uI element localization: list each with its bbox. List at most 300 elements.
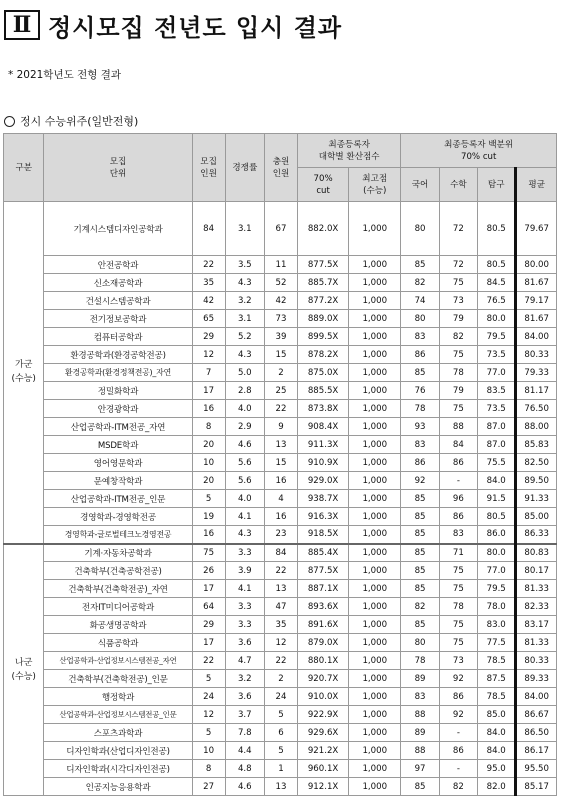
cell-dept: 환경공학과(환경정책전공)_자연 xyxy=(44,364,192,382)
results-table xyxy=(3,133,557,796)
cell-kor: 80 xyxy=(401,634,439,652)
cell-conv-max: 1,000 xyxy=(349,310,401,328)
cell-quota: 35 xyxy=(192,274,225,292)
cell-conv-max: 1,000 xyxy=(349,724,401,742)
page-title xyxy=(4,7,342,43)
cell-dept: 건설시스템공학과 xyxy=(44,292,192,310)
cell-avg: 80.00 xyxy=(516,256,557,274)
table-row xyxy=(4,544,557,562)
cell-ratio: 2.9 xyxy=(225,418,264,436)
group-label: 나군 (수능) xyxy=(4,544,44,796)
cell-dept: 건축학부(건축공학전공) xyxy=(44,562,192,580)
cell-math: 96 xyxy=(439,490,477,508)
cell-filled: 73 xyxy=(265,310,298,328)
table-row xyxy=(4,436,557,454)
cell-inq: 77.0 xyxy=(478,562,516,580)
cell-ratio: 4.3 xyxy=(225,526,264,544)
header-quota xyxy=(192,134,225,202)
cell-math: 92 xyxy=(439,706,477,724)
cell-inq: 80.5 xyxy=(478,256,516,274)
cell-filled: 16 xyxy=(265,472,298,490)
header-math: 수학 xyxy=(439,168,477,202)
cell-ratio: 5.0 xyxy=(225,364,264,382)
cell-filled: 67 xyxy=(265,202,298,256)
cell-dept: 디자인학과(산업디자인전공) xyxy=(44,742,192,760)
cell-ratio: 3.3 xyxy=(225,598,264,616)
cell-inq: 80.0 xyxy=(478,310,516,328)
cell-inq: 80.0 xyxy=(478,544,516,562)
header-conv-max-text: 최고점 (수능) xyxy=(362,173,388,196)
cell-dept: 기계시스템디자인공학과 xyxy=(44,202,192,256)
cell-dept: 건축학부(건축학전공)_인문 xyxy=(44,670,192,688)
table-row xyxy=(4,310,557,328)
cell-kor: 85 xyxy=(401,526,439,544)
cell-quota: 20 xyxy=(192,436,225,454)
cell-conv-max: 1,000 xyxy=(349,436,401,454)
table-row xyxy=(4,526,557,544)
cell-math: 75 xyxy=(439,274,477,292)
cell-filled: 6 xyxy=(265,724,298,742)
cell-inq: 78.5 xyxy=(478,652,516,670)
table-body xyxy=(4,202,557,796)
cell-filled: 84 xyxy=(265,544,298,562)
cell-conv-max: 1,000 xyxy=(349,544,401,562)
cell-avg: 81.33 xyxy=(516,634,557,652)
cell-conv-70: 911.3X xyxy=(298,436,349,454)
cell-math: 75 xyxy=(439,580,477,598)
header-kor: 국어 xyxy=(401,168,439,202)
cell-quota: 10 xyxy=(192,742,225,760)
cell-inq: 78.5 xyxy=(478,688,516,706)
cell-avg: 80.33 xyxy=(516,652,557,670)
table-row xyxy=(4,634,557,652)
cell-dept: 화공생명공학과 xyxy=(44,616,192,634)
cell-inq: 84.0 xyxy=(478,724,516,742)
section-heading-text: 정시 수능위주(일반전형) xyxy=(20,115,139,128)
cell-quota: 12 xyxy=(192,706,225,724)
cell-avg: 84.00 xyxy=(516,328,557,346)
cell-conv-max: 1,000 xyxy=(349,706,401,724)
cell-quota: 19 xyxy=(192,508,225,526)
cell-conv-70: 893.6X xyxy=(298,598,349,616)
cell-ratio: 4.3 xyxy=(225,346,264,364)
cell-dept: 정밀화학과 xyxy=(44,382,192,400)
cell-kor: 97 xyxy=(401,760,439,778)
circle-bullet-icon xyxy=(4,116,15,127)
cell-math: 92 xyxy=(439,670,477,688)
cell-dept: 컴퓨터공학과 xyxy=(44,328,192,346)
cell-avg: 81.67 xyxy=(516,310,557,328)
cell-kor: 85 xyxy=(401,544,439,562)
cell-avg: 81.17 xyxy=(516,382,557,400)
cell-kor: 85 xyxy=(401,778,439,796)
cell-math: 73 xyxy=(439,292,477,310)
header-conv-max xyxy=(349,168,401,202)
cell-ratio: 5.6 xyxy=(225,454,264,472)
cell-kor: 80 xyxy=(401,310,439,328)
cell-quota: 8 xyxy=(192,418,225,436)
cell-avg: 95.50 xyxy=(516,760,557,778)
cell-avg: 79.17 xyxy=(516,292,557,310)
cell-inq: 86.0 xyxy=(478,526,516,544)
cell-filled: 47 xyxy=(265,598,298,616)
table-row xyxy=(4,202,557,256)
cell-math: 72 xyxy=(439,256,477,274)
cell-math: - xyxy=(439,472,477,490)
cell-filled: 13 xyxy=(265,436,298,454)
cell-inq: 77.5 xyxy=(478,634,516,652)
header-pct-group xyxy=(401,134,557,168)
cell-avg: 86.33 xyxy=(516,526,557,544)
cell-ratio: 3.6 xyxy=(225,688,264,706)
cell-filled: 12 xyxy=(265,634,298,652)
cell-ratio: 3.2 xyxy=(225,670,264,688)
subtitle: * 2021학년도 전형 결과 xyxy=(8,69,121,81)
cell-kor: 93 xyxy=(401,418,439,436)
cell-math: 86 xyxy=(439,742,477,760)
cell-dept: 산업공학과-산업정보시스템전공_자연 xyxy=(44,652,192,670)
cell-filled: 25 xyxy=(265,382,298,400)
cell-quota: 5 xyxy=(192,490,225,508)
cell-ratio: 2.8 xyxy=(225,382,264,400)
cell-conv-max: 1,000 xyxy=(349,454,401,472)
cell-ratio: 3.1 xyxy=(225,202,264,256)
header-conv-70-text: 70% cut xyxy=(313,173,333,196)
cell-conv-max: 1,000 xyxy=(349,688,401,706)
cell-filled: 9 xyxy=(265,418,298,436)
cell-quota: 5 xyxy=(192,724,225,742)
cell-quota: 7 xyxy=(192,364,225,382)
cell-quota: 29 xyxy=(192,328,225,346)
cell-avg: 81.67 xyxy=(516,274,557,292)
cell-conv-70: 885.4X xyxy=(298,544,349,562)
cell-conv-70: 921.2X xyxy=(298,742,349,760)
cell-ratio: 4.8 xyxy=(225,760,264,778)
cell-quota: 17 xyxy=(192,634,225,652)
cell-quota: 27 xyxy=(192,778,225,796)
cell-inq: 91.5 xyxy=(478,490,516,508)
cell-avg: 80.33 xyxy=(516,346,557,364)
cell-conv-70: 885.7X xyxy=(298,274,349,292)
cell-inq: 80.5 xyxy=(478,202,516,256)
cell-conv-max: 1,000 xyxy=(349,292,401,310)
cell-inq: 79.5 xyxy=(478,328,516,346)
cell-kor: 89 xyxy=(401,724,439,742)
cell-filled: 39 xyxy=(265,328,298,346)
cell-kor: 88 xyxy=(401,742,439,760)
cell-dept: 경영학과-경영학전공 xyxy=(44,508,192,526)
cell-ratio: 4.0 xyxy=(225,400,264,418)
table-row xyxy=(4,256,557,274)
cell-conv-max: 1,000 xyxy=(349,562,401,580)
cell-inq: 76.5 xyxy=(478,292,516,310)
cell-ratio: 3.3 xyxy=(225,544,264,562)
cell-conv-max: 1,000 xyxy=(349,634,401,652)
cell-inq: 80.5 xyxy=(478,508,516,526)
table-row xyxy=(4,760,557,778)
cell-conv-max: 1,000 xyxy=(349,616,401,634)
cell-conv-70: 877.5X xyxy=(298,256,349,274)
cell-filled: 13 xyxy=(265,580,298,598)
cell-conv-max: 1,000 xyxy=(349,742,401,760)
cell-dept: 환경공학과(환경공학전공) xyxy=(44,346,192,364)
cell-conv-70: 916.3X xyxy=(298,508,349,526)
cell-filled: 5 xyxy=(265,706,298,724)
cell-ratio: 4.4 xyxy=(225,742,264,760)
cell-conv-max: 1,000 xyxy=(349,202,401,256)
cell-dept: 경영학과-글로벌테크노경영전공 xyxy=(44,526,192,544)
table-row xyxy=(4,274,557,292)
table-row xyxy=(4,346,557,364)
cell-dept: 영어영문학과 xyxy=(44,454,192,472)
cell-math: 86 xyxy=(439,688,477,706)
cell-kor: 85 xyxy=(401,562,439,580)
cell-filled: 15 xyxy=(265,346,298,364)
cell-conv-max: 1,000 xyxy=(349,580,401,598)
cell-inq: 73.5 xyxy=(478,346,516,364)
cell-avg: 89.50 xyxy=(516,472,557,490)
table-row xyxy=(4,562,557,580)
cell-ratio: 4.1 xyxy=(225,508,264,526)
page-title-text: 정시모집 전년도 입시 결과 xyxy=(48,13,343,42)
cell-kor: 82 xyxy=(401,274,439,292)
cell-conv-70: 879.0X xyxy=(298,634,349,652)
cell-math: 75 xyxy=(439,346,477,364)
header-inq: 탐구 xyxy=(478,168,516,202)
header-ratio: 경쟁률 xyxy=(225,134,264,202)
cell-quota: 64 xyxy=(192,598,225,616)
cell-conv-max: 1,000 xyxy=(349,526,401,544)
cell-ratio: 4.6 xyxy=(225,436,264,454)
cell-math: 88 xyxy=(439,418,477,436)
cell-dept: 안경광학과 xyxy=(44,400,192,418)
header-conv-group xyxy=(298,134,401,168)
cell-avg: 84.00 xyxy=(516,688,557,706)
table-row xyxy=(4,706,557,724)
cell-filled: 2 xyxy=(265,364,298,382)
table-row xyxy=(4,580,557,598)
cell-filled: 11 xyxy=(265,256,298,274)
cell-math: 78 xyxy=(439,598,477,616)
cell-conv-max: 1,000 xyxy=(349,418,401,436)
cell-avg: 86.17 xyxy=(516,742,557,760)
cell-filled: 22 xyxy=(265,400,298,418)
cell-kor: 85 xyxy=(401,364,439,382)
cell-kor: 80 xyxy=(401,202,439,256)
cell-quota: 29 xyxy=(192,616,225,634)
cell-quota: 24 xyxy=(192,688,225,706)
cell-ratio: 5.6 xyxy=(225,472,264,490)
cell-inq: 83.0 xyxy=(478,616,516,634)
table-row xyxy=(4,364,557,382)
group-label: 가군 (수능) xyxy=(4,202,44,544)
cell-quota: 12 xyxy=(192,346,225,364)
cell-kor: 86 xyxy=(401,346,439,364)
cell-inq: 79.5 xyxy=(478,580,516,598)
table-row xyxy=(4,490,557,508)
cell-conv-max: 1,000 xyxy=(349,652,401,670)
cell-dept: 산업공학과-ITM전공_자연 xyxy=(44,418,192,436)
cell-conv-70: 885.5X xyxy=(298,382,349,400)
cell-conv-max: 1,000 xyxy=(349,598,401,616)
cell-quota: 65 xyxy=(192,310,225,328)
cell-quota: 20 xyxy=(192,472,225,490)
cell-ratio: 4.0 xyxy=(225,490,264,508)
cell-conv-70: 918.5X xyxy=(298,526,349,544)
cell-dept: 산업공학과-산업정보시스템전공_인문 xyxy=(44,706,192,724)
cell-ratio: 3.9 xyxy=(225,562,264,580)
cell-kor: 83 xyxy=(401,436,439,454)
cell-kor: 86 xyxy=(401,454,439,472)
cell-conv-70: 877.5X xyxy=(298,562,349,580)
cell-filled: 22 xyxy=(265,562,298,580)
cell-avg: 83.17 xyxy=(516,616,557,634)
cell-conv-70: 920.7X xyxy=(298,670,349,688)
cell-kor: 74 xyxy=(401,292,439,310)
table-row xyxy=(4,670,557,688)
cell-filled: 5 xyxy=(265,742,298,760)
header-group: 구분 xyxy=(4,134,44,202)
cell-math: 82 xyxy=(439,778,477,796)
roman-numeral-box: Ⅱ xyxy=(4,10,40,40)
table-row xyxy=(4,742,557,760)
cell-conv-70: 891.6X xyxy=(298,616,349,634)
cell-math: 82 xyxy=(439,328,477,346)
cell-conv-70: 908.4X xyxy=(298,418,349,436)
cell-inq: 87.5 xyxy=(478,670,516,688)
cell-kor: 83 xyxy=(401,328,439,346)
cell-inq: 84.0 xyxy=(478,472,516,490)
cell-math: 75 xyxy=(439,562,477,580)
cell-math: 75 xyxy=(439,400,477,418)
table-row xyxy=(4,616,557,634)
cell-kor: 85 xyxy=(401,580,439,598)
cell-filled: 2 xyxy=(265,670,298,688)
cell-conv-70: 875.0X xyxy=(298,364,349,382)
cell-math: 75 xyxy=(439,634,477,652)
table-row xyxy=(4,778,557,796)
cell-filled: 52 xyxy=(265,274,298,292)
cell-dept: MSDE학과 xyxy=(44,436,192,454)
cell-math: 86 xyxy=(439,508,477,526)
cell-kor: 85 xyxy=(401,256,439,274)
cell-conv-max: 1,000 xyxy=(349,778,401,796)
cell-conv-70: 929.6X xyxy=(298,724,349,742)
cell-avg: 79.33 xyxy=(516,364,557,382)
cell-ratio: 5.2 xyxy=(225,328,264,346)
cell-math: - xyxy=(439,724,477,742)
cell-kor: 76 xyxy=(401,382,439,400)
cell-kor: 85 xyxy=(401,616,439,634)
cell-math: 79 xyxy=(439,382,477,400)
header-conv-group-text: 최종등록자 대학별 환산점수 xyxy=(318,139,380,162)
cell-conv-70: 960.1X xyxy=(298,760,349,778)
cell-conv-max: 1,000 xyxy=(349,346,401,364)
header-avg: 평균 xyxy=(516,168,557,202)
cell-quota: 5 xyxy=(192,670,225,688)
cell-quota: 17 xyxy=(192,382,225,400)
cell-ratio: 3.1 xyxy=(225,310,264,328)
cell-math: 79 xyxy=(439,310,477,328)
cell-dept: 스포츠과학과 xyxy=(44,724,192,742)
cell-conv-70: 899.5X xyxy=(298,328,349,346)
cell-kor: 78 xyxy=(401,652,439,670)
cell-ratio: 3.2 xyxy=(225,292,264,310)
header-dept-text: 모집 단위 xyxy=(109,156,127,179)
table-row xyxy=(4,724,557,742)
cell-quota: 22 xyxy=(192,652,225,670)
cell-conv-max: 1,000 xyxy=(349,472,401,490)
cell-conv-70: 877.2X xyxy=(298,292,349,310)
section-heading xyxy=(4,113,138,129)
cell-math: 75 xyxy=(439,616,477,634)
cell-kor: 85 xyxy=(401,508,439,526)
cell-filled: 24 xyxy=(265,688,298,706)
cell-conv-70: 929.0X xyxy=(298,472,349,490)
cell-avg: 81.33 xyxy=(516,580,557,598)
cell-filled: 4 xyxy=(265,490,298,508)
cell-avg: 79.67 xyxy=(516,202,557,256)
cell-avg: 86.50 xyxy=(516,724,557,742)
cell-ratio: 4.1 xyxy=(225,580,264,598)
cell-conv-70: 910.9X xyxy=(298,454,349,472)
cell-ratio: 4.3 xyxy=(225,274,264,292)
cell-conv-70: 882.0X xyxy=(298,202,349,256)
cell-filled: 13 xyxy=(265,778,298,796)
cell-avg: 89.33 xyxy=(516,670,557,688)
cell-quota: 42 xyxy=(192,292,225,310)
cell-dept: 산업공학과-ITM전공_인문 xyxy=(44,490,192,508)
cell-dept: 디자인학과(시각디자인전공) xyxy=(44,760,192,778)
table-row xyxy=(4,508,557,526)
cell-inq: 78.0 xyxy=(478,598,516,616)
cell-conv-70: 912.1X xyxy=(298,778,349,796)
cell-conv-max: 1,000 xyxy=(349,508,401,526)
cell-quota: 8 xyxy=(192,760,225,778)
cell-quota: 75 xyxy=(192,544,225,562)
cell-conv-max: 1,000 xyxy=(349,274,401,292)
table-row xyxy=(4,400,557,418)
cell-math: 73 xyxy=(439,652,477,670)
cell-dept: 안전공학과 xyxy=(44,256,192,274)
cell-ratio: 7.8 xyxy=(225,724,264,742)
cell-avg: 85.83 xyxy=(516,436,557,454)
table-row xyxy=(4,292,557,310)
cell-conv-70: 938.7X xyxy=(298,490,349,508)
table-row xyxy=(4,688,557,706)
cell-quota: 16 xyxy=(192,400,225,418)
cell-avg: 85.17 xyxy=(516,778,557,796)
cell-conv-max: 1,000 xyxy=(349,760,401,778)
cell-inq: 84.0 xyxy=(478,742,516,760)
cell-dept: 인공지능응용학과 xyxy=(44,778,192,796)
header-filled xyxy=(265,134,298,202)
cell-ratio: 3.5 xyxy=(225,256,264,274)
cell-quota: 17 xyxy=(192,580,225,598)
cell-conv-max: 1,000 xyxy=(349,490,401,508)
cell-ratio: 4.7 xyxy=(225,652,264,670)
cell-quota: 26 xyxy=(192,562,225,580)
cell-quota: 22 xyxy=(192,256,225,274)
cell-inq: 87.0 xyxy=(478,436,516,454)
cell-dept: 식품공학과 xyxy=(44,634,192,652)
cell-avg: 88.00 xyxy=(516,418,557,436)
cell-inq: 95.0 xyxy=(478,760,516,778)
cell-conv-max: 1,000 xyxy=(349,328,401,346)
cell-quota: 10 xyxy=(192,454,225,472)
table-row xyxy=(4,418,557,436)
header-pct-group-text: 최종등록자 백분위 70% cut xyxy=(444,139,514,162)
